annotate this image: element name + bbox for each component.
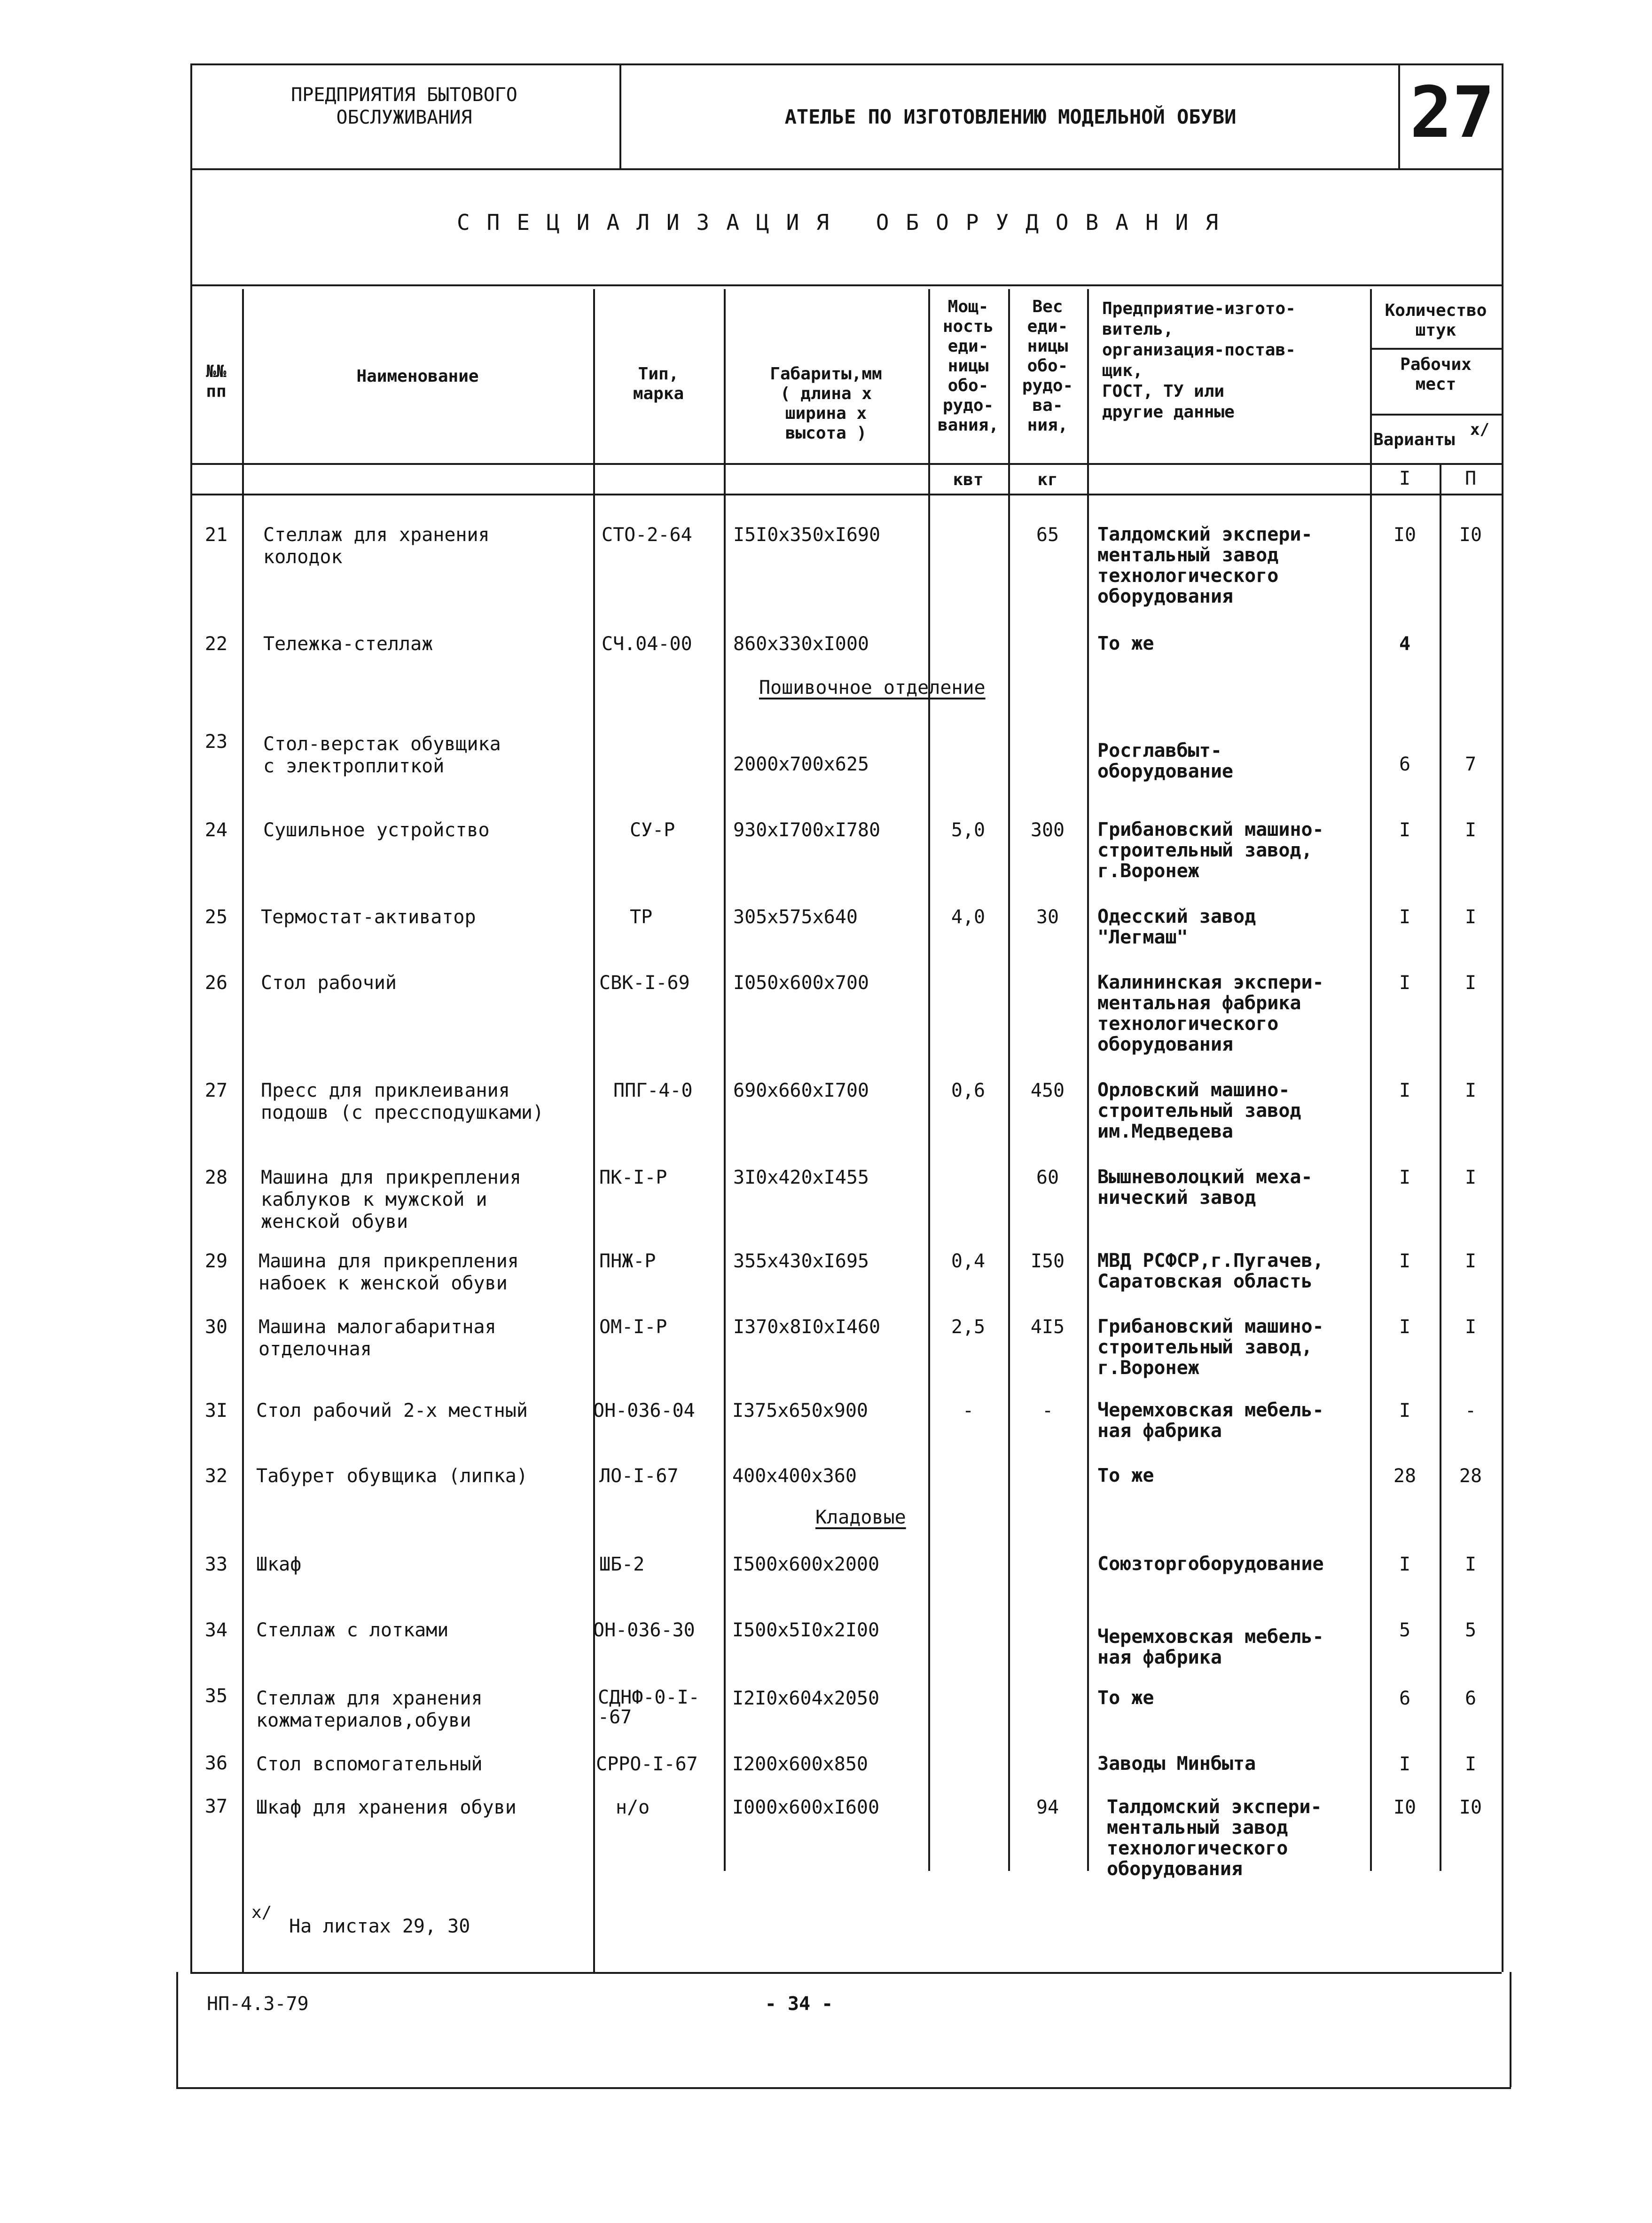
row-dimensions: I375x650x900 [732,1400,868,1422]
col-header-maker: Предприятие-изгото- витель, организация-постав- щик, ГОСТ, ТУ или другие данные [1102,299,1296,422]
frame-right-line [1502,63,1503,1972]
row-maker: Заводы Минбыта [1097,1753,1256,1775]
row-maker: То же [1097,633,1154,654]
footnote-mark: х/ [251,1903,272,1922]
row-name: Стол вспомогательный [256,1753,483,1775]
section-title-bottom-line [190,284,1502,286]
row-maker: Грибановский машино- строительный завод, г.Воронеж [1097,1316,1324,1379]
row-type: ПНЖ-Р [599,1250,656,1272]
row-variant-1: 6 [1399,1688,1411,1709]
page-number: - 34 - [765,1993,833,2015]
page-bottom-line [176,2087,1511,2089]
row-num: 29 [204,1250,228,1272]
row-num: 27 [204,1080,228,1101]
row-dimensions: 400x400x360 [732,1465,857,1487]
row-num: 23 [204,731,228,753]
row-type: СВК-I-69 [599,972,690,994]
col-header-type: Тип, марка [633,364,684,403]
col-line-3 [724,289,726,1871]
row-maker: МВД РСФСР,г.Пугачев, Саратовская область [1097,1250,1324,1292]
row-weight: 60 [1036,1167,1059,1188]
row-weight: 4I5 [1030,1316,1065,1338]
header-divider-1 [619,63,621,168]
row-variant-2: I [1464,1753,1477,1775]
row-variant-2: I [1464,1167,1477,1188]
row-weight: 450 [1030,1080,1065,1101]
row-name: Стол рабочий 2-х местный [256,1400,528,1422]
row-name: Табурет обувщика (липка) [256,1465,528,1487]
row-num: 3I [204,1400,228,1422]
row-variant-1: I [1399,1400,1411,1422]
row-dimensions: I000x600xI600 [732,1797,880,1818]
row-type: н/о [616,1797,650,1818]
footnote-text: На листах 29, 30 [289,1916,470,1937]
row-name: Термостат-активатор [261,906,476,928]
row-maker: Талдомский экспери- ментальный завод технологического оборудования [1107,1796,1322,1880]
row-type: ПК-I-Р [599,1167,667,1188]
col-header-variant-2: П [1464,468,1477,489]
row-maker: Талдомский экспери- ментальный завод технологического оборудования [1097,524,1313,607]
variants-footnote-mark: х/ [1470,420,1489,439]
row-type: СТО-2-64 [602,524,692,546]
row-name: Тележка-стеллаж [263,633,433,655]
header-units-line [190,463,1502,465]
row-num: 35 [204,1685,228,1707]
col-header-weight-unit: кг [1037,470,1058,489]
row-variant-2: I [1464,1316,1477,1338]
row-dimensions: I2I0x604x2050 [732,1688,880,1709]
row-name: Сушильное устройство [263,819,490,841]
row-variant-1: I0 [1393,1797,1417,1818]
row-power: 0,6 [951,1080,986,1101]
row-variant-1: 5 [1399,1619,1411,1641]
row-num: 33 [204,1554,228,1575]
row-num: 32 [204,1465,228,1487]
row-maker: Грибановский машино- строительный завод, г.Воронеж [1097,819,1324,882]
row-maker: То же [1097,1465,1154,1486]
row-type: СУ-Р [630,819,675,841]
row-name: Шкаф для хранения обуви [256,1797,517,1818]
row-variant-2: - [1464,1400,1477,1422]
row-variant-2: I [1464,906,1477,928]
row-type: СРРО-I-67 [596,1753,698,1775]
row-num: 26 [204,972,228,994]
row-dimensions: I050x600x700 [733,972,869,994]
row-type: ТР [630,906,653,928]
col-header-weight: Вес еди- ницы обо- рудо- ва- ния, [1022,297,1073,435]
row-name: Пресс для приклеивания подошв (с прессподушками) [261,1080,544,1123]
row-num: 34 [204,1619,228,1641]
row-num: 28 [204,1167,228,1188]
col-header-variant-1: I [1399,468,1411,489]
row-maker: Черемховская мебель- ная фабрика [1097,1626,1324,1668]
row-type: СДНФ-0-I- -67 [598,1687,700,1728]
row-type: ОН-036-04 [593,1400,695,1422]
col-line-2 [593,289,595,1972]
row-type: ОМ-I-Р [599,1316,667,1338]
row-name: Стеллаж для хранения кожматериалов,обуви [256,1688,483,1731]
row-variant-1: 6 [1399,754,1411,775]
organization-label: ПРЕДПРИЯТИЯ БЫТОВОГО ОБСЛУЖИВАНИЯ [291,84,517,128]
row-weight: - [1041,1400,1054,1422]
row-variant-1: I0 [1393,524,1417,546]
sheet-number: 27 [1409,72,1495,154]
row-num: 24 [204,819,228,841]
row-variant-2: I [1464,972,1477,994]
col-header-power-unit: квт [953,470,984,489]
row-maker: Орловский машино- строительный завод им.Медведева [1097,1079,1301,1142]
row-name: Машина для прикрепления набоек к женской обуви [258,1250,519,1294]
row-variant-1: I [1399,819,1411,841]
row-variant-1: 4 [1399,633,1411,655]
row-power: - [962,1400,974,1422]
col-line-1 [242,289,244,1972]
row-variant-2: 7 [1464,754,1477,775]
row-variant-1: I [1399,972,1411,994]
col-line-6 [1087,289,1089,1871]
row-variant-2: I [1464,819,1477,841]
row-name: Стол-верстак обувщика с электроплиткой [263,733,501,777]
frame-top-line [190,63,1502,65]
document-title: АТЕЛЬЕ ПО ИЗГОТОВЛЕНИЮ МОДЕЛЬНОЙ ОБУВИ [784,105,1237,128]
row-maker: Черемховская мебель- ная фабрика [1097,1399,1324,1442]
row-num: 37 [204,1796,228,1817]
section-sewing-department: Пошивочное отделение [759,677,986,699]
row-weight: 94 [1036,1797,1059,1818]
row-num: 36 [204,1752,228,1774]
row-variant-1: I [1399,1080,1411,1101]
section-title: СПЕЦИАЛИЗАЦИЯ ОБОРУДОВАНИЯ [456,210,1236,235]
row-power: 4,0 [951,906,986,928]
row-name: Стеллаж с лотками [256,1619,449,1641]
qty-sub-line-2 [1370,414,1502,416]
row-variant-2: I [1464,1080,1477,1101]
row-dimensions: I5I0x350xI690 [733,524,881,546]
header-bottom-line [190,168,1502,170]
row-dimensions: 355x430xI695 [733,1250,869,1272]
row-type: ОН-036-30 [593,1619,695,1641]
section-storage-rooms: Кладовые [815,1507,906,1528]
row-variant-2: I0 [1459,1797,1482,1818]
row-name: Шкаф [256,1554,302,1575]
row-maker: Росглавбыт- оборудование [1097,740,1233,782]
row-variant-1: I [1399,906,1411,928]
page-right-edge [1510,1972,1511,2087]
row-num: 30 [204,1316,228,1338]
row-weight: 30 [1036,906,1059,928]
col-header-name: Наименование [356,367,479,386]
row-name: Машина малогабаритная отделочная [258,1316,496,1360]
header-bottom-table-line [190,494,1502,495]
row-variant-1: I [1399,1316,1411,1338]
row-power: 0,4 [951,1250,986,1272]
qty-sub-line-1 [1370,348,1502,350]
row-dimensions: I370x8I0xI460 [733,1316,881,1338]
row-variant-1: I [1399,1167,1411,1188]
row-dimensions: 690x660xI700 [733,1080,869,1101]
row-variant-2: I0 [1459,524,1482,546]
row-power: 2,5 [951,1316,986,1338]
row-dimensions: 305x575x640 [733,906,858,928]
row-name: Стеллаж для хранения колодок [263,524,490,568]
row-maker: Одесский завод "Легмаш" [1097,906,1256,948]
row-type: ШБ-2 [599,1554,645,1575]
row-maker: Вышневолоцкий меха- нический завод [1097,1166,1313,1209]
row-maker: То же [1097,1687,1154,1709]
row-weight: I50 [1030,1250,1065,1272]
document-code: НП-4.3-79 [207,1993,309,2015]
row-dimensions: I500x5I0x2I00 [732,1619,880,1641]
row-variant-2: 6 [1464,1688,1477,1709]
col-header-quantity: Количество штук [1385,301,1487,340]
footer-top-line [190,1972,1502,1974]
row-name: Стол рабочий [261,972,397,994]
row-maker: Калининская экспери- ментальная фабрика технологического оборудования [1097,972,1324,1055]
row-type: СЧ.04-00 [602,633,692,655]
row-type: ППГ-4-0 [613,1080,693,1101]
row-variant-2: I [1464,1250,1477,1272]
row-dimensions: I200x600x850 [732,1753,868,1775]
col-header-workplaces: Рабочих мест [1400,355,1472,394]
row-variant-2: I [1464,1554,1477,1575]
row-dimensions: 2000x700x625 [733,754,869,775]
row-num: 21 [204,524,228,546]
col-header-dimensions: Габариты,мм ( длина х ширина х высота ) [770,364,882,443]
row-dimensions: 930xI700xI780 [733,819,881,841]
row-dimensions: 860x330xI000 [733,633,869,655]
col-header-variants: Варианты [1373,430,1455,449]
header-divider-2 [1398,63,1400,168]
row-variant-2: 5 [1464,1619,1477,1641]
row-num: 22 [204,633,228,655]
row-weight: 300 [1030,819,1065,841]
page-left-edge [176,1972,178,2087]
row-dimensions: 3I0x420xI455 [733,1167,869,1188]
row-dimensions: I500x600x2000 [732,1554,880,1575]
row-maker: Союзторгоборудование [1097,1553,1324,1575]
row-power: 5,0 [951,819,986,841]
row-variant-1: I [1399,1753,1411,1775]
col-header-num: №№ пп [206,362,227,401]
row-variant-1: I [1399,1250,1411,1272]
row-weight: 65 [1036,524,1059,546]
row-name: Машина для прикрепления каблуков к мужской и женской обуви [261,1167,521,1233]
row-num: 25 [204,906,228,928]
row-type: ЛО-I-67 [599,1465,679,1487]
row-variant-2: 28 [1459,1465,1482,1487]
row-variant-1: I [1399,1554,1411,1575]
row-variant-1: 28 [1393,1465,1417,1487]
col-header-power: Мощ- ность еди- ницы обо- рудо- вания, [937,297,999,435]
